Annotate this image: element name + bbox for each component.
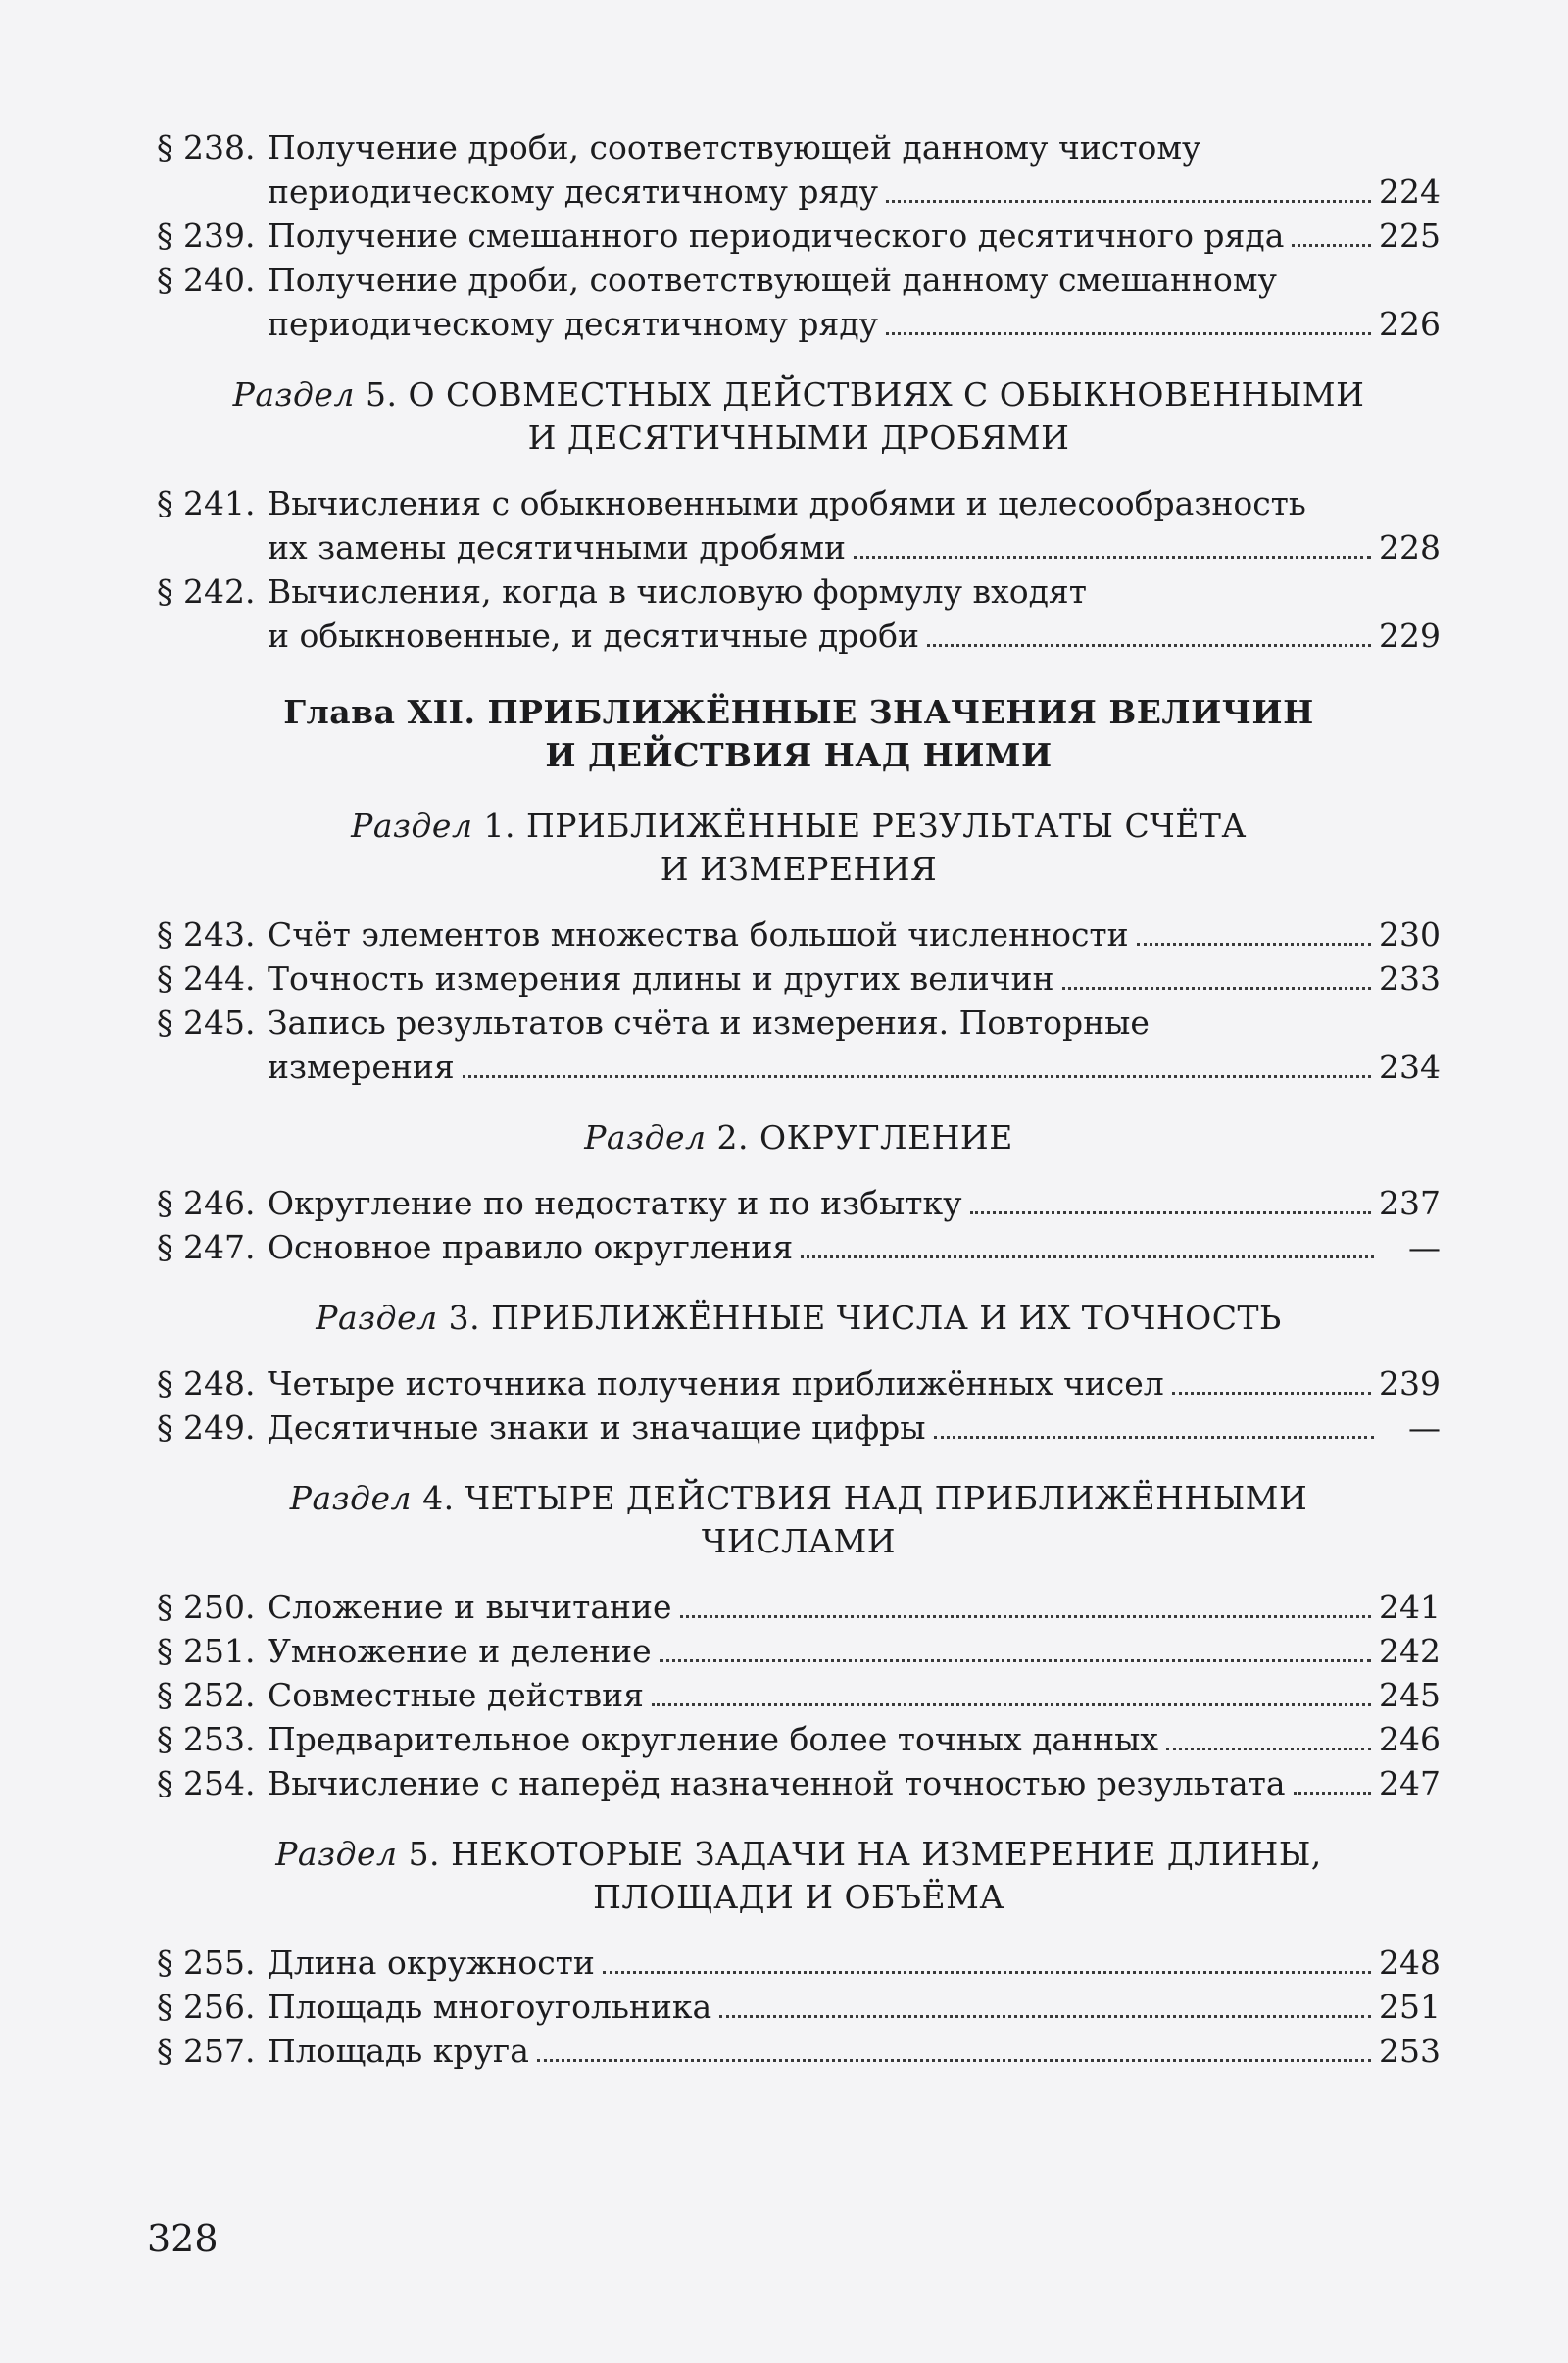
- entry-body: [268, 1629, 1441, 1673]
- entry-body: [268, 912, 1441, 957]
- dot-leader: [886, 172, 1371, 203]
- section-title: НЕКОТОРЫЕ ЗАДАЧИ НА ИЗМЕРЕНИЕ ДЛИНЫ,: [451, 1835, 1322, 1873]
- section-number: 4.: [422, 1479, 455, 1517]
- section-heading-line: [157, 1876, 1441, 1919]
- section-title: ЧИСЛАМИ: [701, 1522, 897, 1560]
- section-label: Раздел: [232, 375, 355, 414]
- entry-page: 229: [1379, 616, 1441, 655]
- entry-line: [268, 957, 1441, 1001]
- entry-page: 241: [1379, 1588, 1441, 1626]
- entry-body: [268, 569, 1441, 658]
- entry-title: и обыкновенные, и десятичные дроби: [268, 616, 919, 655]
- entry-line: [268, 302, 1441, 346]
- section-number: 3.: [448, 1299, 481, 1337]
- entry-line: [268, 258, 1441, 302]
- entry-line: [268, 1717, 1441, 1761]
- toc-entry[interactable]: [157, 1717, 1441, 1761]
- dot-leader: [652, 1676, 1371, 1706]
- entry-line: [268, 1045, 1441, 1089]
- section-number: § 250.: [157, 1588, 256, 1626]
- entry-title: Запись результатов счёта и измерения. Повторные: [268, 1004, 1150, 1042]
- entry-title: Площадь многоугольника: [268, 1988, 712, 2026]
- entry-title: Получение дроби, соответствующей данному смешанному: [268, 261, 1277, 299]
- entry-body: [268, 1941, 1441, 1985]
- entry-line: [268, 1181, 1441, 1225]
- toc-entry[interactable]: [157, 1225, 1441, 1269]
- section-number: § 241.: [157, 484, 256, 522]
- entry-line: [268, 1941, 1441, 1985]
- section-number: § 243.: [157, 915, 256, 954]
- dot-leader: [1172, 1364, 1371, 1395]
- section-number: § 245.: [157, 1004, 256, 1042]
- dot-leader: [603, 1944, 1371, 1974]
- dot-leader: [1294, 1764, 1371, 1795]
- entry-body: [268, 1405, 1441, 1450]
- entry-title: периодическому десятичному ряду: [268, 305, 879, 343]
- entry-page: 226: [1379, 305, 1441, 343]
- section-number: § 256.: [157, 1988, 256, 2026]
- entry-page: 246: [1379, 1720, 1441, 1758]
- entry-page: 234: [1379, 1048, 1441, 1086]
- entry-body: [268, 125, 1441, 214]
- entry-line: [268, 1673, 1441, 1717]
- entry-page: —: [1408, 1228, 1441, 1266]
- entry-body: [268, 1225, 1441, 1269]
- dot-leader: [934, 1408, 1374, 1439]
- entry-page: 237: [1379, 1184, 1441, 1222]
- toc-entry[interactable]: [157, 1585, 1441, 1629]
- table-of-contents: [157, 125, 1441, 2073]
- entry-page: 225: [1379, 217, 1441, 255]
- entry-title: Совместные действия: [268, 1676, 644, 1714]
- toc-entry[interactable]: [157, 569, 1441, 658]
- section-heading-line: [157, 373, 1441, 417]
- section-number: § 255.: [157, 1944, 256, 1982]
- entry-title: Округление по недостатку и по избытку: [268, 1184, 962, 1222]
- page-number: 328: [147, 2217, 219, 2260]
- section-heading: [157, 805, 1441, 891]
- dot-leader: [1292, 217, 1371, 247]
- entry-title: Четыре источника получения приближённых чисел: [268, 1364, 1164, 1403]
- entry-title: Длина окружности: [268, 1944, 595, 1982]
- entry-line: [268, 1001, 1441, 1045]
- entry-page: 239: [1379, 1364, 1441, 1403]
- section-label: Раздел: [351, 807, 473, 845]
- entry-line: [268, 1985, 1441, 2029]
- section-number: § 239.: [157, 217, 256, 255]
- chapter-title: И ДЕЙСТВИЯ НАД НИМИ: [545, 736, 1053, 774]
- section-title: ЧЕТЫРЕ ДЕЙСТВИЯ НАД ПРИБЛИЖЁННЫМИ: [465, 1479, 1308, 1517]
- entry-body: [268, 957, 1441, 1001]
- entry-page: 242: [1379, 1632, 1441, 1670]
- toc-entry[interactable]: [157, 214, 1441, 258]
- entry-line: [268, 170, 1441, 214]
- entry-title: измерения: [268, 1048, 455, 1086]
- entry-body: [268, 1673, 1441, 1717]
- entry-body: [268, 258, 1441, 346]
- entry-body: [268, 1985, 1441, 2029]
- section-heading-line: [157, 1116, 1441, 1159]
- section-heading: [157, 1297, 1441, 1340]
- entry-line: [268, 1585, 1441, 1629]
- entry-page: 248: [1379, 1944, 1441, 1982]
- entry-line: [268, 1761, 1441, 1805]
- toc-entry[interactable]: [157, 125, 1441, 214]
- section-heading: [157, 1116, 1441, 1159]
- dot-leader: [854, 528, 1371, 559]
- section-heading-line: [157, 1297, 1441, 1340]
- section-number: § 246.: [157, 1184, 256, 1222]
- section-heading: [157, 1833, 1441, 1919]
- section-heading-line: [157, 1520, 1441, 1563]
- entry-title: Площадь круга: [268, 2032, 529, 2070]
- dot-leader: [719, 1988, 1371, 2018]
- dot-leader: [463, 1048, 1371, 1078]
- entry-body: [268, 1361, 1441, 1405]
- entry-page: 247: [1379, 1764, 1441, 1802]
- dot-leader: [1137, 915, 1371, 946]
- section-number: 5.: [365, 375, 398, 414]
- section-label: Раздел: [316, 1299, 438, 1337]
- entry-title: Вычисления с обыкновенными дробями и целесообразность: [268, 484, 1306, 522]
- entry-line: [268, 1405, 1441, 1450]
- entry-title: Сложение и вычитание: [268, 1588, 672, 1626]
- entry-title: Счёт элементов множества большой численности: [268, 915, 1129, 954]
- toc-entry[interactable]: [157, 1941, 1441, 1985]
- toc-entry[interactable]: [157, 481, 1441, 569]
- section-number: § 242.: [157, 572, 256, 611]
- dot-leader: [801, 1228, 1374, 1258]
- entry-title: Вычисления, когда в числовую формулу входят: [268, 572, 1087, 611]
- section-label: Раздел: [289, 1479, 413, 1517]
- section-heading-line: [157, 805, 1441, 848]
- chapter-heading: [157, 691, 1441, 777]
- entry-title: Точность измерения длины и других величин: [268, 960, 1054, 998]
- section-number: 2.: [716, 1118, 750, 1157]
- toc-entry[interactable]: [157, 1001, 1441, 1089]
- toc-entry[interactable]: [157, 1629, 1441, 1673]
- section-number: § 244.: [157, 960, 256, 998]
- section-title: И ДЕСЯТИЧНЫМИ ДРОБЯМИ: [527, 418, 1070, 457]
- entry-title: Предварительное округление более точных данных: [268, 1720, 1158, 1758]
- section-number: § 253.: [157, 1720, 256, 1758]
- entry-line: [268, 569, 1441, 614]
- toc-entry[interactable]: [157, 1761, 1441, 1805]
- dot-leader: [1062, 960, 1371, 990]
- toc-entry[interactable]: [157, 1361, 1441, 1405]
- entry-body: [268, 1585, 1441, 1629]
- dot-leader: [927, 616, 1371, 647]
- section-label: Раздел: [275, 1835, 398, 1873]
- entry-title: периодическому десятичному ряду: [268, 172, 879, 211]
- entry-page: 245: [1379, 1676, 1441, 1714]
- entry-body: [268, 1717, 1441, 1761]
- entry-line: [268, 2029, 1441, 2073]
- entry-page: 253: [1379, 2032, 1441, 2070]
- dot-leader: [886, 305, 1371, 335]
- dot-leader: [1166, 1720, 1371, 1750]
- entry-line: [268, 1225, 1441, 1269]
- toc-entry[interactable]: [157, 1405, 1441, 1450]
- section-title: О СОВМЕСТНЫХ ДЕЙСТВИЯХ С ОБЫКНОВЕННЫМИ: [408, 375, 1365, 414]
- entry-line: [268, 481, 1441, 525]
- toc-entry[interactable]: [157, 1985, 1441, 2029]
- section-title: И ИЗМЕРЕНИЯ: [660, 850, 938, 888]
- chapter-title: Глава XII. ПРИБЛИЖЁННЫЕ ЗНАЧЕНИЯ ВЕЛИЧИН: [283, 693, 1314, 731]
- entry-page: 251: [1379, 1988, 1441, 2026]
- entry-line: [268, 125, 1441, 170]
- entry-body: [268, 1001, 1441, 1089]
- entry-line: [268, 912, 1441, 957]
- dot-leader: [537, 2032, 1371, 2062]
- section-title: ПРИБЛИЖЁННЫЕ ЧИСЛА И ИХ ТОЧНОСТЬ: [491, 1299, 1282, 1337]
- dot-leader: [660, 1632, 1371, 1662]
- entry-title: Получение смешанного периодического десятичного ряда: [268, 217, 1285, 255]
- section-number: § 240.: [157, 261, 256, 299]
- toc-entry[interactable]: [157, 2029, 1441, 2073]
- section-number: § 254.: [157, 1764, 256, 1802]
- entry-title: их замены десятичными дробями: [268, 528, 847, 566]
- entry-line: [268, 1629, 1441, 1673]
- entry-body: [268, 214, 1441, 258]
- section-number: 1.: [483, 807, 515, 845]
- section-number: § 252.: [157, 1676, 256, 1714]
- entry-body: [268, 2029, 1441, 2073]
- section-heading: [157, 1477, 1441, 1563]
- toc-entry[interactable]: [157, 258, 1441, 346]
- entry-page: 233: [1379, 960, 1441, 998]
- section-heading-line: [157, 848, 1441, 891]
- section-label: Раздел: [584, 1118, 707, 1157]
- entry-title: Десятичные знаки и значащие цифры: [268, 1408, 926, 1447]
- toc-entry[interactable]: [157, 912, 1441, 957]
- toc-entry[interactable]: [157, 1673, 1441, 1717]
- section-number: § 251.: [157, 1632, 256, 1670]
- entry-page: 230: [1379, 915, 1441, 954]
- section-number: 5.: [408, 1835, 441, 1873]
- entry-page: 228: [1379, 528, 1441, 566]
- section-number: § 249.: [157, 1408, 256, 1447]
- entry-body: [268, 1761, 1441, 1805]
- entry-title: Умножение и деление: [268, 1632, 652, 1670]
- entry-line: [268, 1361, 1441, 1405]
- section-number: § 257.: [157, 2032, 256, 2070]
- entry-line: [268, 525, 1441, 569]
- section-number: § 247.: [157, 1228, 256, 1266]
- section-title: ПЛОЩАДИ И ОБЪЁМА: [593, 1878, 1004, 1916]
- dot-leader: [680, 1588, 1371, 1618]
- toc-entry[interactable]: [157, 1181, 1441, 1225]
- section-number: § 248.: [157, 1364, 256, 1403]
- section-heading-line: [157, 1477, 1441, 1520]
- section-heading-line: [157, 1833, 1441, 1876]
- toc-entry[interactable]: [157, 957, 1441, 1001]
- section-heading: [157, 373, 1441, 460]
- section-heading-line: [157, 417, 1441, 460]
- entry-title: Вычисление с наперёд назначенной точностью результата: [268, 1764, 1286, 1802]
- section-title: ПРИБЛИЖЁННЫЕ РЕЗУЛЬТАТЫ СЧЁТА: [525, 807, 1247, 845]
- section-number: § 238.: [157, 128, 256, 167]
- entry-page: —: [1408, 1408, 1441, 1447]
- entry-line: [268, 214, 1441, 258]
- entry-body: [268, 481, 1441, 569]
- entry-line: [268, 614, 1441, 658]
- entry-page: 224: [1379, 172, 1441, 211]
- entry-body: [268, 1181, 1441, 1225]
- dot-leader: [970, 1184, 1371, 1214]
- section-title: ОКРУГЛЕНИЕ: [760, 1118, 1013, 1157]
- entry-title: Основное правило округления: [268, 1228, 794, 1266]
- entry-title: Получение дроби, соответствующей данному чистому: [268, 128, 1201, 167]
